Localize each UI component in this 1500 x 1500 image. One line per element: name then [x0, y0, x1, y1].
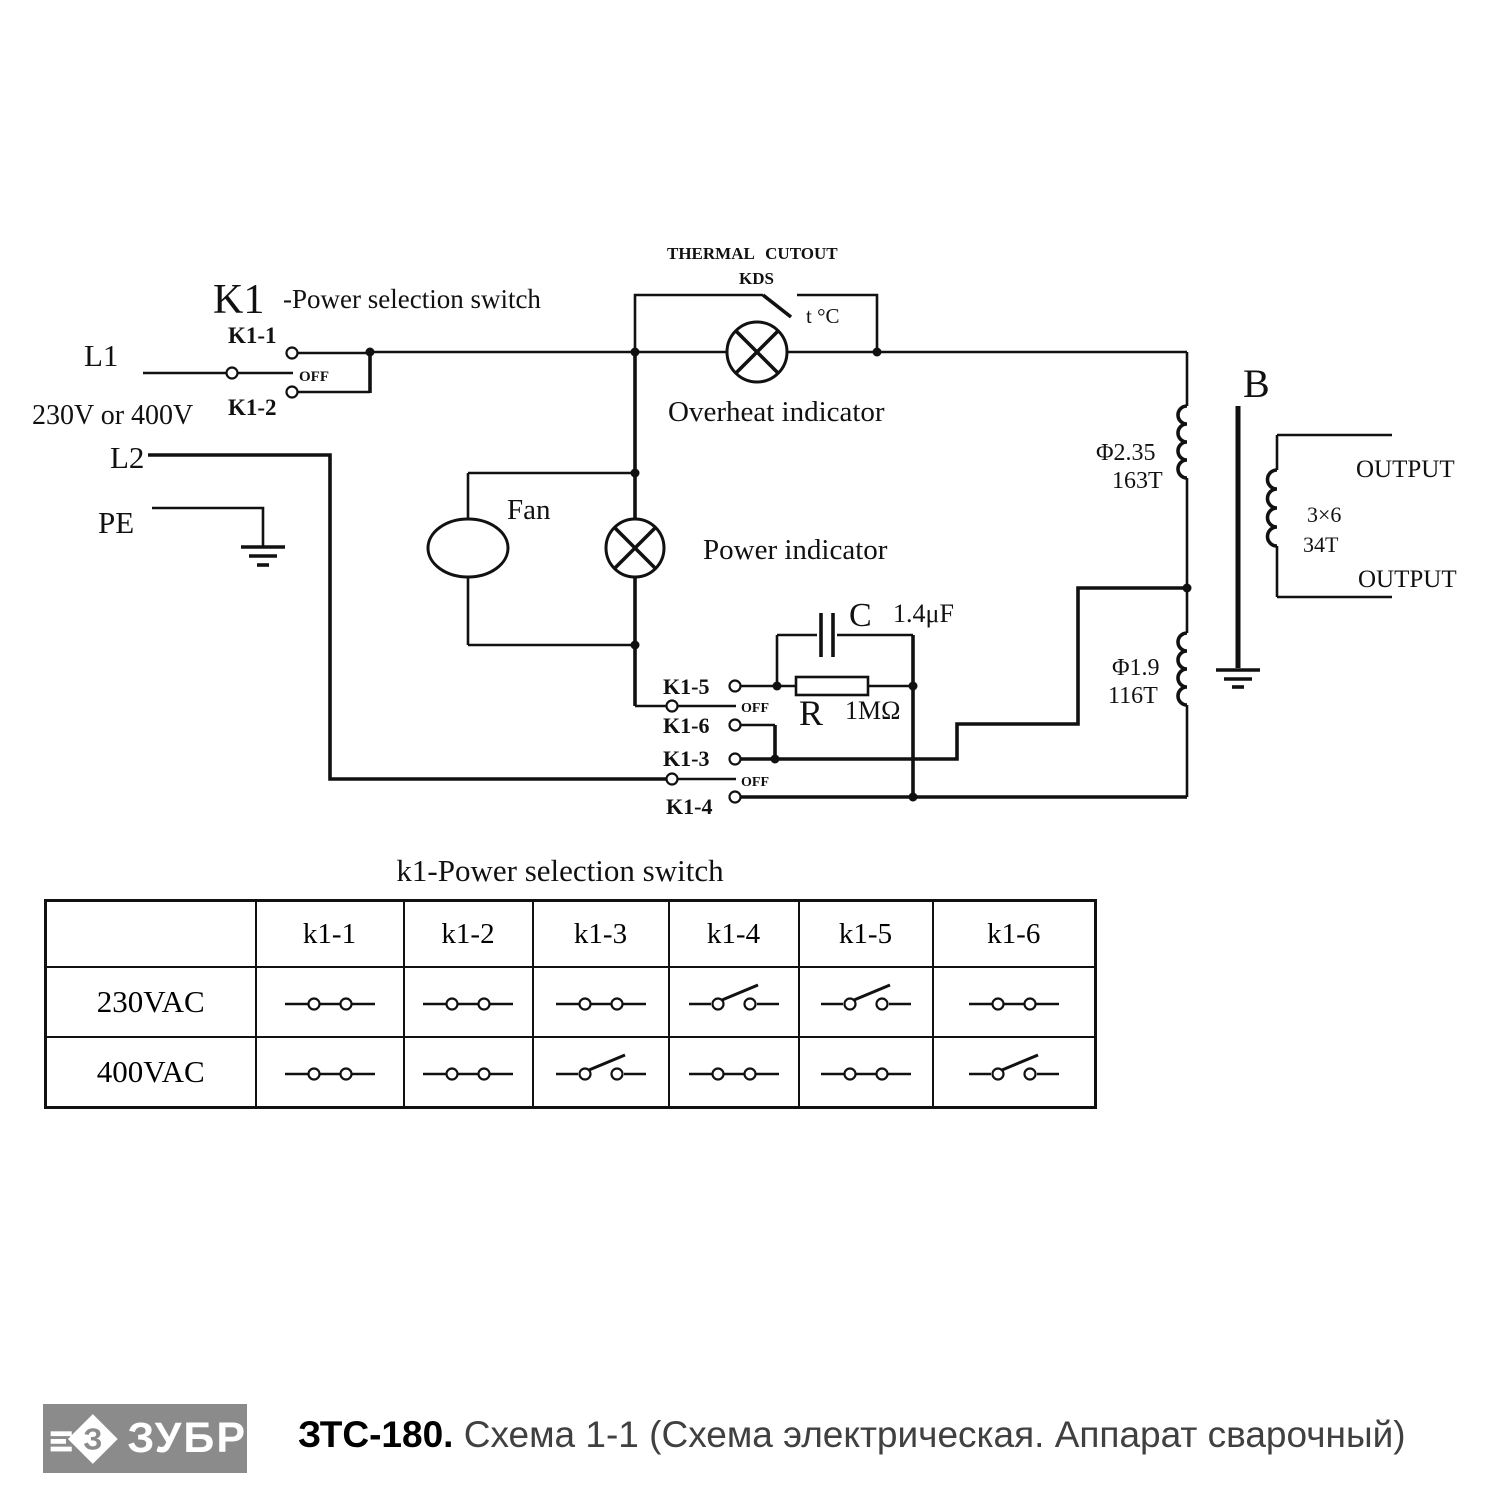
primary-winding-1-icon — [1178, 406, 1187, 478]
closed-switch-icon — [816, 1052, 916, 1092]
row-label-230vac: 230VAC — [46, 967, 256, 1037]
switch-state-cell — [404, 1037, 533, 1107]
k1-2-label: K1-2 — [228, 395, 277, 420]
capacitor-name-label: C — [849, 597, 872, 634]
zubr-logo — [43, 1404, 247, 1473]
output-bottom-label: OUTPUT — [1358, 566, 1457, 593]
capacitor-value-label: 1.4μF — [893, 599, 954, 628]
core-ground-icon — [1216, 670, 1260, 687]
table-title: k1-Power selection switch — [396, 853, 724, 888]
output-top-label: OUTPUT — [1356, 456, 1455, 483]
thermal-cutout-label: THERMAL CUTOUT — [667, 244, 838, 263]
col-header-k1-5: k1-5 — [799, 901, 933, 968]
closed-switch-icon — [684, 1052, 784, 1092]
k1-subtitle: -Power selection switch — [283, 284, 541, 314]
off-low-label: OFF — [741, 775, 769, 790]
k1-3-label: K1-3 — [663, 746, 710, 771]
brand-name: ЗУБР — [127, 1414, 247, 1462]
primary-winding-2-icon — [1178, 633, 1187, 705]
closed-switch-icon — [280, 1052, 380, 1092]
switch-state-cell — [256, 967, 404, 1037]
open-switch-icon — [964, 1052, 1064, 1092]
power-lamp-icon — [606, 519, 664, 577]
footer-caption — [298, 1414, 1406, 1456]
winding1-diameter-label: Φ2.35 — [1096, 440, 1156, 466]
off-top-label: OFF — [299, 369, 329, 385]
open-switch-icon — [816, 982, 916, 1022]
fan-motor-icon — [428, 519, 508, 577]
col-header-k1-6: k1-6 — [933, 901, 1096, 968]
col-header-k1-1: k1-1 — [256, 901, 404, 968]
table-row-400vac — [46, 1037, 1096, 1107]
k1-4-label: K1-4 — [666, 794, 713, 819]
fan-label: Fan — [507, 494, 551, 526]
zubr-logo-letter: З — [83, 1422, 103, 1457]
closed-switch-icon — [418, 982, 518, 1022]
l2-label: L2 — [110, 440, 145, 475]
caption-text: Схема 1-1 (Схема электрическая. Аппарат сварочный) — [463, 1414, 1406, 1455]
secondary-wire-label: 3×6 — [1307, 502, 1342, 527]
open-switch-icon — [551, 1052, 651, 1092]
closed-switch-icon — [964, 982, 1064, 1022]
switch-state-cell — [404, 967, 533, 1037]
table-corner-cell — [46, 901, 256, 968]
col-header-k1-3: k1-3 — [533, 901, 669, 968]
switch-state-cell — [799, 1037, 933, 1107]
model-number: ЗТС-180. — [298, 1414, 454, 1455]
temperature-label: t °C — [806, 304, 840, 328]
k1-5-label: K1-5 — [663, 674, 710, 699]
power-indicator-label: Power indicator — [703, 534, 888, 566]
thermal-cutout-contact — [763, 295, 791, 317]
pe-ground-icon — [241, 547, 285, 565]
resistor-value-label: 1MΩ — [845, 696, 901, 725]
switch-state-cell — [933, 1037, 1096, 1107]
pe-label: PE — [98, 505, 135, 540]
off-mid-label: OFF — [741, 701, 769, 716]
col-header-k1-2: k1-2 — [404, 901, 533, 968]
switch-state-cell — [256, 1037, 404, 1107]
k1-title: K1 — [213, 277, 265, 323]
l1-label: L1 — [84, 338, 119, 373]
switch-state-cell — [533, 1037, 669, 1107]
power-selection-table — [44, 899, 1097, 1109]
table-header-row — [46, 901, 1096, 968]
switch-state-cell — [533, 967, 669, 1037]
resistor-name-label: R — [799, 693, 824, 733]
winding2-turns-label: 116T — [1108, 683, 1158, 709]
voltage-label: 230V or 400V — [32, 400, 194, 431]
secondary-turns-label: 34T — [1303, 532, 1339, 557]
closed-switch-icon — [551, 982, 651, 1022]
closed-switch-icon — [280, 982, 380, 1022]
kds-label: KDS — [739, 269, 774, 288]
zubr-arrow-icon — [43, 1404, 125, 1473]
k1-1-label: K1-1 — [228, 323, 277, 348]
k1-6-label: K1-6 — [663, 713, 710, 738]
open-switch-icon — [684, 982, 784, 1022]
secondary-winding-icon — [1268, 470, 1278, 546]
switch-state-cell — [933, 967, 1096, 1037]
switch-state-cell — [799, 967, 933, 1037]
closed-switch-icon — [418, 1052, 518, 1092]
overheat-lamp-icon — [727, 322, 787, 382]
transformer-b-label: B — [1243, 361, 1270, 406]
table-row-230vac — [46, 967, 1096, 1037]
winding2-diameter-label: Φ1.9 — [1112, 655, 1160, 681]
switch-state-cell — [669, 1037, 799, 1107]
overheat-indicator-label: Overheat indicator — [668, 396, 885, 428]
switch-state-cell — [669, 967, 799, 1037]
row-label-400vac: 400VAC — [46, 1037, 256, 1107]
winding1-turns-label: 163T — [1112, 468, 1163, 494]
col-header-k1-4: k1-4 — [669, 901, 799, 968]
